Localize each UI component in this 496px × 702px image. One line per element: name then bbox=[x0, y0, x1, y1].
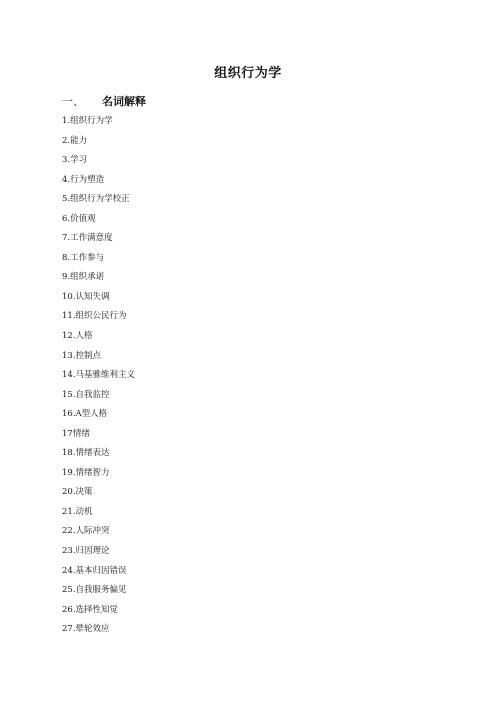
section-label: 名词解释 bbox=[102, 95, 146, 108]
term-item: 9.组织承诺 bbox=[62, 272, 105, 283]
term-item: 20.决策 bbox=[62, 487, 93, 498]
term-item: 13.控制点 bbox=[62, 350, 102, 361]
term-item: 24.基本归因错误 bbox=[62, 565, 127, 576]
term-item: 3.学习 bbox=[62, 155, 88, 166]
term-item: 5.组织行为学校正 bbox=[62, 194, 130, 205]
term-item: 23.归因理论 bbox=[62, 546, 110, 557]
term-item: 18.情绪表达 bbox=[62, 448, 110, 459]
term-item: 15.自我监控 bbox=[62, 389, 110, 400]
term-item: 2.能力 bbox=[62, 135, 88, 146]
term-item: 7.工作满意度 bbox=[62, 233, 113, 244]
section-number: 一、 bbox=[62, 95, 84, 108]
term-item: 22.人际冲突 bbox=[62, 526, 110, 537]
term-item: 26.选择性知觉 bbox=[62, 604, 119, 615]
term-item: 25.自我服务偏见 bbox=[62, 585, 127, 596]
term-item: 1.组织行为学 bbox=[62, 116, 113, 126]
term-item: 19.情绪智力 bbox=[62, 467, 110, 478]
term-item: 14.马基雅维利主义 bbox=[62, 370, 136, 381]
term-item: 11.组织公民行为 bbox=[62, 311, 127, 322]
term-item: 4.行为塑造 bbox=[62, 174, 105, 185]
term-item: 8.工作参与 bbox=[62, 252, 105, 263]
term-item: 21.动机 bbox=[62, 506, 93, 517]
term-item: 6.价值观 bbox=[62, 213, 96, 224]
term-item: 17情绪 bbox=[62, 428, 90, 439]
document-title: 组织行为学 bbox=[214, 66, 282, 81]
term-item: 16.A型人格 bbox=[62, 409, 108, 420]
term-item: 12.人格 bbox=[62, 331, 93, 342]
term-item: 27.晕轮效应 bbox=[62, 624, 110, 635]
term-item: 10.认知失调 bbox=[62, 291, 110, 302]
section-heading bbox=[62, 95, 146, 109]
term-list bbox=[62, 114, 135, 642]
